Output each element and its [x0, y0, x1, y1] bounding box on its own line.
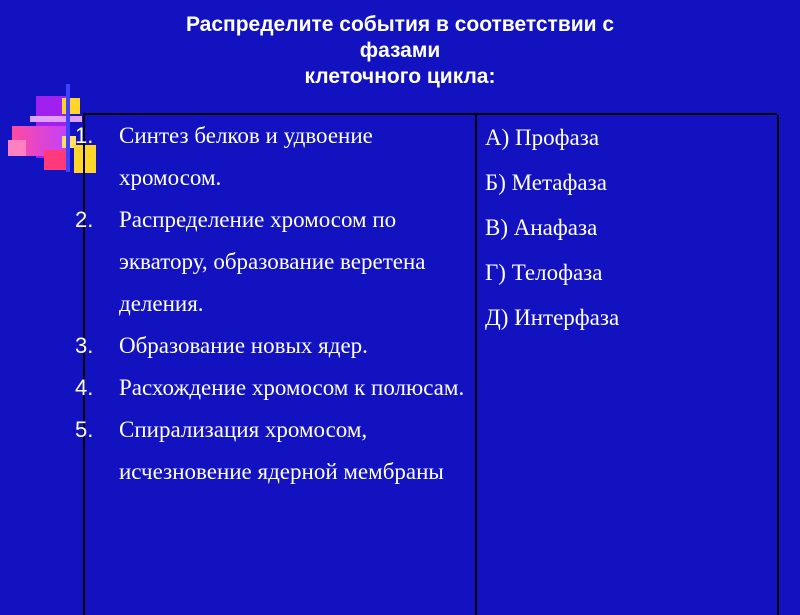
event-number: 4. [75, 375, 94, 400]
event-item [75, 367, 471, 409]
event-number: 3. [75, 333, 94, 358]
title-line-1: Распределите события в соответствии с [185, 13, 615, 36]
title-line-2: фазами [359, 39, 441, 62]
event-text: Распределение хромосом по экватору, образование веретена деления. [119, 207, 426, 316]
decor-block [8, 140, 26, 156]
matching-table [75, 113, 777, 615]
slide-title [80, 12, 720, 90]
event-number: 2. [75, 207, 94, 232]
events-list [75, 115, 471, 493]
phase-item: Б) Метафаза [485, 170, 607, 195]
event-number: 5. [75, 417, 94, 442]
event-item [75, 115, 471, 199]
phase-item: А) Профаза [485, 125, 600, 150]
phase-item: В) Анафаза [485, 215, 598, 240]
phases-list [485, 115, 619, 340]
decor-block [66, 84, 70, 172]
event-item [75, 325, 471, 367]
event-text: Синтез белков и удвоение хромосом. [119, 123, 373, 190]
event-item [75, 199, 471, 325]
event-number: 1. [75, 123, 94, 148]
event-text: Расхождение хромосом к полюсам. [119, 375, 465, 400]
phase-item: Д) Интерфаза [485, 305, 620, 330]
decor-block [62, 98, 80, 114]
title-line-3: клеточного цикла: [304, 65, 496, 88]
event-item [75, 409, 471, 493]
event-text: Образование новых ядер. [119, 333, 368, 358]
event-text: Спирализация хромосом, исчезновение ядерной мембраны [119, 417, 444, 484]
decor-block [44, 150, 66, 170]
phase-item: Г) Телофаза [485, 260, 603, 285]
phases-column [475, 115, 779, 615]
